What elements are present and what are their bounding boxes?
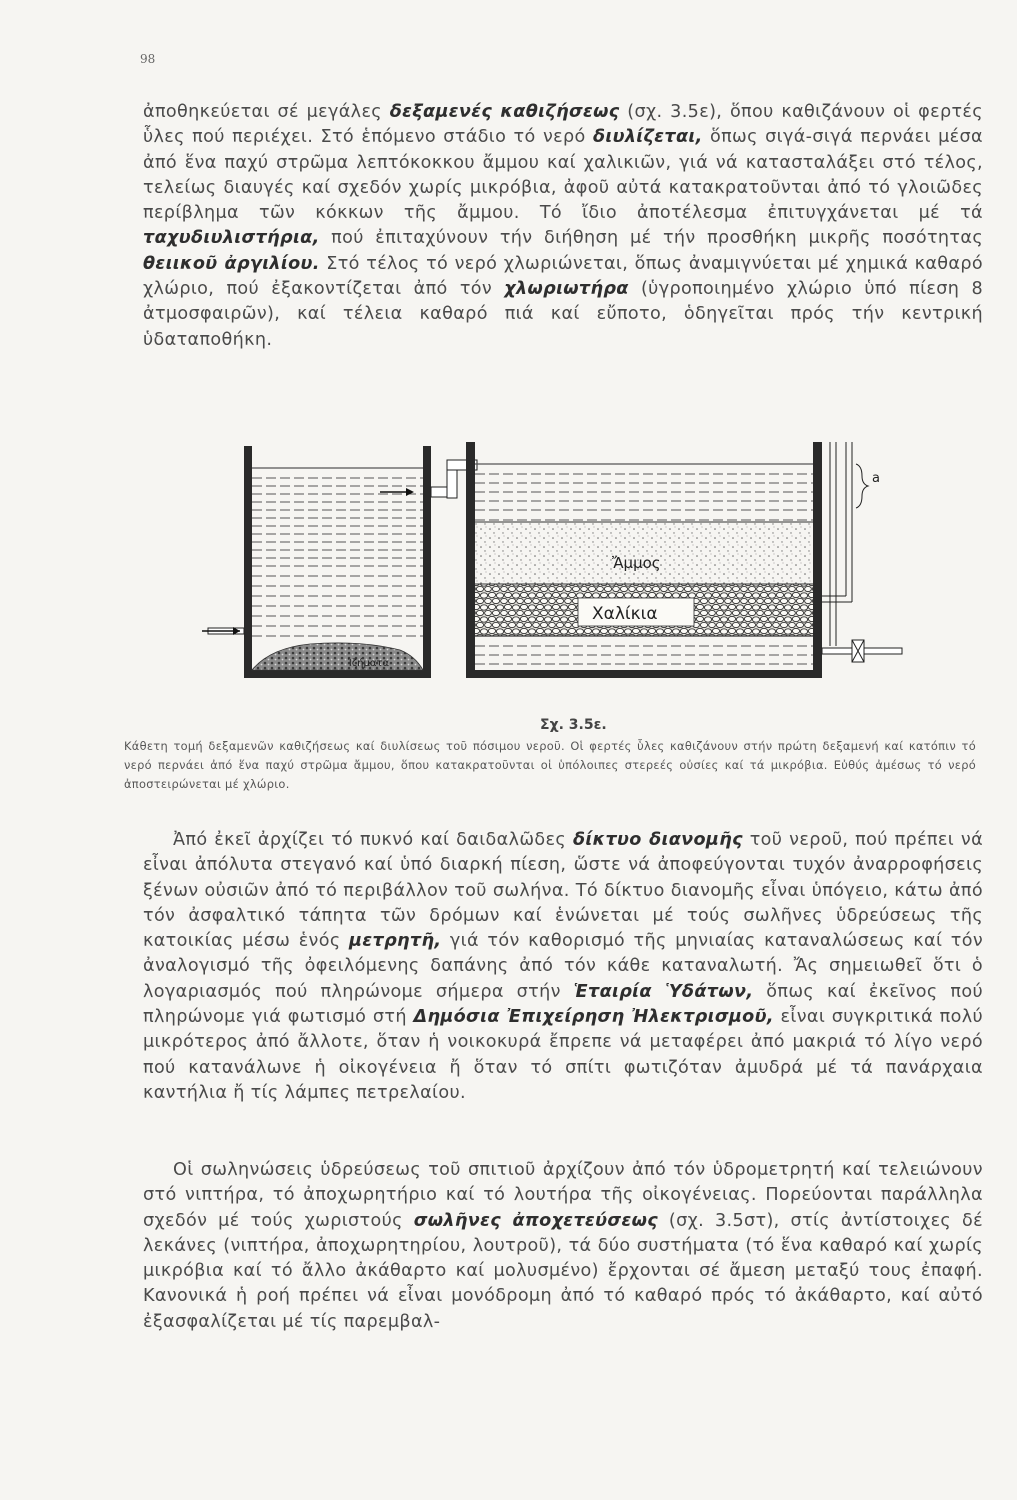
paragraph-2: Ἀπό ἐκεῖ ἀρχίζει τό πυκνό καί δαιδαλῶδες δίκτυο διανομῆς τοῦ νεροῦ, πού πρέπει νά εἶναι ἀπόλυτα στεγανό καί ὑπό διαρκή πίεση, ὥστε νά ἀποφεύγονται τυχόν ἀναρροφήσεις ξένων οὐσιῶν ἀπό τό περιβάλλον τοῦ σωλήνα. Τό δίκτυο διανομῆς εἶναι ὑπόγειο, κάτω ἀπό τόν ἀσφαλτικό τάπητα τῶν δρόμων καί ἑνώνεται μέ τούς σωλῆνες ὑδρεύσεως τῆς κατοικίας μέσω ἑνός μετρητῆ, γιά τόν καθορισμό τῆς μηνιαίας καταναλώσεως καί τόν ἀναλογισμό τῆς ὀφειλόμενης δαπάνης ἀπό τόν κάθε καταναλωτή. Ἄς σημειωθεῖ ὅτι ὁ λογαριασμός πού πληρώνομε σήμερα στήν Ἑταιρία Ὑδάτων, ὅπως καί ἐκεῖνος πού πληρώνομε γιά φωτισμό στή Δημόσια Ἐπιχείρηση Ἠλεκτρισμοῦ, εἶναι συγκριτικά πολύ μικρότερος ἀπό ἄλλοτε, ὅταν ἡ νοικοκυρά ἔπρεπε νά μεταφέρει ἀπό μακριά τό λίγο νερό πού κατανάλωνε ἡ οἰκογένεια ἤ ὅταν τό σπίτι φωτιζόταν ἀμυδρά μέ τά πανάρχαια καντήλια ἤ τίς λάμπες πετρελαίου.	[143, 830, 984, 1103]
term-filtered: διυλίζεται,	[592, 127, 703, 148]
term-water-company: Ἑταιρία Ὑδάτων,	[573, 981, 754, 1002]
paragraph-3: Οἱ σωληνώσεις ὑδρεύσεως τοῦ σπιτιοῦ ἀρχίζουν ἀπό τόν ὑδρομετρητή καί τελειώνουν στό νιπτήρα, τό ἀποχωρητήριο καί τό λουτήρα τῆς οἰκογένειας. Πορεύονται παράλληλα σχεδόν μέ τούς χωριστούς σωλῆνες ἀποχετεύσεως (σχ. 3.5στ), στίς ἀντίστοιχες δέ λεκάνες (νιπτήρα, ἀποχωρητηρίου, λουτροῦ), τά δύο συστήματα (τό ἕνα καθαρό καί χωρίς μικρόβια καί τό ἄλλο ἀκάθαρτο καί μολυσμένο) ἔρχονται σέ ἄμεση μεταξύ τους ἐπαφή. Κανονικά ἡ ροή πρέπει νά εἶναι μονόδρομη ἀπό τό καθαρό πρός τό ἀκάθαρτο, καί αὐτό ἐξασφαλίζεται μέ τίς παρεμβαλ-	[143, 1160, 983, 1332]
label-sand: Ἄμμος	[612, 554, 661, 572]
term-public-power-corporation: Δημόσια Ἐπιχείρηση Ἠλεκτρισμοῦ,	[413, 1007, 774, 1028]
filtration-tank	[466, 442, 822, 678]
term-settling-tanks: δεξαμενές καθιζήσεως	[389, 102, 620, 122]
term-chlorinator: χλωριωτήρα	[504, 279, 629, 300]
level-pipes	[822, 442, 868, 646]
label-gravel: Χαλίκια	[592, 604, 658, 624]
term-meter: μετρητῆ,	[349, 931, 442, 952]
outlet-pipe	[822, 640, 902, 662]
inlet-pipe	[202, 627, 244, 635]
sediment-mound	[252, 643, 423, 670]
page-number: 98	[140, 52, 156, 66]
label-sediment: Ἱζήματα	[348, 658, 390, 669]
figure-caption-title: Σχ. 3.5ε.	[540, 717, 607, 733]
label-a: a	[872, 471, 880, 486]
tank-cross-section-diagram	[200, 436, 920, 711]
term-aluminium-sulfate: θειικοῦ ἀργιλίου.	[143, 253, 320, 274]
term-drainage-pipes: σωλῆνες ἀποχετεύσεως	[413, 1210, 659, 1231]
term-rapid-filters: ταχυδιυλιστήρια,	[143, 228, 320, 249]
paragraph-1: ἀποθηκεύεται σέ μεγάλες δεξαμενές καθιζήσεως (σχ. 3.5ε), ὅπου καθιζάνουν οἱ φερτές ὗλες πού περιέχει. Στό ἑπόμενο στάδιο τό νερό διυλίζεται, ὅπως σιγά-σιγά περνάει μέσα ἀπό ἕνα παχύ στρῶμα λεπτόκοκκου ἄμμου καί χαλικιῶν, γιά νά κατασταλάξει στό τέλος, τελείως διαυγές καί σχεδόν χωρίς μικρόβια, ἀφοῦ αὐτά κατακρατοῦνται ἀπό τό γλοιῶδες περίβλημα τῶν κόκκων τῆς ἄμμου. Τό ἴδιο ἀποτέλεσμα ἐπιτυγχάνεται μέ τά ταχυδιυλιστήρια, πού ἐπιταχύνουν τήν διήθηση μέ τήν προσθήκη μικρῆς ποσότητας θειικοῦ ἀργιλίου. Στό τέλος τό νερό χλωριώνεται, ὅπως ἀναμιγνύεται μέ χημικά καθαρό χλώριο, πού ἐξακοντίζεται ἀπό τόν χλωριωτήρα (ὑγροποιημένο χλώριο ὑπό πίεση 8 ἀτμοσφαιρῶν), καί τέλεια καθαρό πιά καί εὔποτο, ὁδηγεῖται πρός τήν κεντρική ὑδαταποθήκη.	[143, 102, 983, 350]
sand-layer	[475, 522, 813, 584]
figure-caption: Κάθετη τομή δεξαμενῶν καθιζήσεως καί διυλίσεως τοῦ πόσιμου νεροῦ. Οἱ φερτές ὗλες καθιζάνουν στήν πρώτη δεξαμενή καί κατόπιν τό νερό περνάει ἀπό ἕνα παχύ στρῶμα ἄμμου, ὅπου κατακρατοῦνται οἱ ὑπόλοιπες στερεές οὐσίες καί τά μικρόβια. Εὐθύς ἀμέσως τό νερό ἀποστειρώνεται μέ χλώριο.	[124, 739, 976, 791]
settling-tank	[202, 446, 431, 678]
term-distribution-network: δίκτυο διανομῆς	[572, 830, 743, 850]
